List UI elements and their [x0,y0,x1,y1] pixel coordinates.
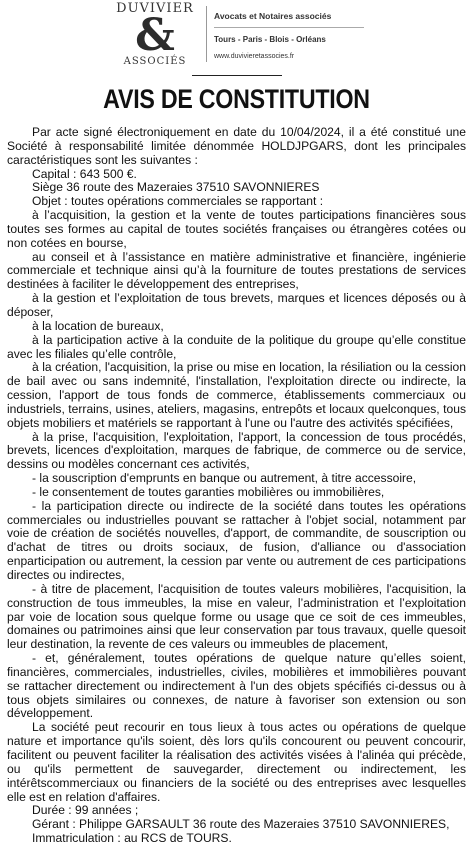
paragraph: - et, généralement, toutes opérations de quelque nature qu’elles soient, financières, commerciales, industrielles, civiles, mobilières et immobilières pouvant se rattacher directement ou indirectement à l'un des objets spécifiés ci-dessus ou à tous objets similaires ou connexes, de nature à favoriser son extension ou son développement. [7,651,466,721]
notice-body [7,126,466,846]
paragraph: à la gestion et l’exploitation de tous brevets, marques et licences déposés ou à déposer, [7,291,466,319]
paragraph: La société peut recourir en tous lieux à tous actes ou opérations de quelque nature et importance qu'ils soient, dès lors qu'ils concourent ou peuvent concourir, facilitent ou peuvent faciliter la réalisation des activités visées à l'alinéa qui précède, ou qu'ils permettent de sauvegarder, directement ou indirectement, les intérêtscommerciaux ou financiers de la société ou des entreprises avec lesquelles elle est en relation d'affaires. [7,720,466,804]
paragraph: à la participation active à la conduite de la politique du groupe qu’elle constitue avec les filiales qu’elle contrôle, [7,332,466,361]
paragraph: à la location de bureaux, [32,318,164,333]
paragraph: - le consentement de toutes garanties mobilières ou immobilières, [32,484,385,499]
firm-website: www.duvivieretassocies.fr [214,53,295,60]
paragraph: à la prise, l'acquisition, l'exploitation, l'apport, la concession de tous procédés, brevets, licences d'exploitation, marques de fabrique, de commerce ou de service, dessins ou modèles concernant ces activités, [7,429,466,472]
paragraph: Par acte signé électroniquement en date du 10/04/2024, il a été constitué une Société à responsabilité limitée dénommée HOLDJPGARS, dont les principales caractéristiques sont les suivantes : [7,125,466,167]
logo-name: DUVIVIER [116,1,194,16]
paragraph: à l’acquisition, la gestion et la vente de toutes participations financières sous toutes ses formes au capital de toutes sociétés françaises ou étrangères cotées ou non cotées en bourse, [7,208,466,250]
logo-associes: ASSOCIÉS [123,56,187,67]
paragraph: - la participation directe ou indirecte de la société dans toutes les opérations commerciales ou industrielles pouvant se rattacher à l'objet social, notamment par voie de création de sociétés nouvelles, d'apport, de commandite, de souscription ou d'achat de titres ou droits sociaux, de fusion, d'alliance ou d'association enparticipation ou autrement, la cession par vente ou autrement de ces participations directes ou indirectes, [7,498,466,582]
firm-logo [110,2,200,68]
paragraph: Objet : toutes opérations commerciales se rapportant : [32,194,324,209]
firm-separator [214,27,364,28]
header [0,0,473,72]
paragraph: - la souscription d'emprunts en banque ou autrement, à titre accessoire, [32,471,417,486]
paragraph: Gérant : Philippe GARSAULT 36 route des Mazeraies 37510 SAVONNIERES, [32,817,450,832]
firm-name: Avocats et Notaires associés [214,11,332,21]
title-rule [192,75,282,76]
paragraph: Immatriculation : au RCS de TOURS. [32,831,232,846]
notice-title: AVIS DE CONSTITUTION [103,84,370,114]
paragraph: Siège 36 route des Mazeraies 37510 SAVONNIERES [32,180,320,195]
paragraph: Capital : 643 500 €. [32,166,137,181]
logo-ampersand: & [135,10,175,61]
firm-info [214,10,464,62]
paragraph: à la création, l'acquisition, la prise ou mise en location, la résiliation ou la cession de bail avec ou sans indemnité, l'installation, l'exploitation directe ou indirecte, la cession, l'apport de tous fonds de commerce, établissements commerciaux ou industriels, terrains, usines, ateliers, magasins, entrepôts et locaux quelconques, tous objets mobiliers et matériels se rapportant à l'une ou l'autre des activités spécifiées, [7,360,466,430]
firm-cities: Tours - Paris - Blois - Orléans [214,35,326,44]
paragraph: Durée : 99 années ; [32,803,139,818]
header-divider [206,6,207,62]
paragraph: - à titre de placement, l'acquisition de toutes valeurs mobilières, l'acquisition, la construction de tous immeubles, la mise en valeur, l’administration et l’exploitation par voie de location sous quelque forme ou usage que ce soit de ces immeubles, domaines ou patrimoines ainsi que leur conservation par tous travaux, quelle quesoit leur destination, la revente de ces valeurs ou immeubles de placement, [7,581,466,652]
paragraph: au conseil et à l’assistance en matière administrative et financière, ingénierie commerciale et technique ainsi qu’à la fourniture de toutes prestations de services destinées à faciliter le développement des entreprises, [7,249,466,292]
